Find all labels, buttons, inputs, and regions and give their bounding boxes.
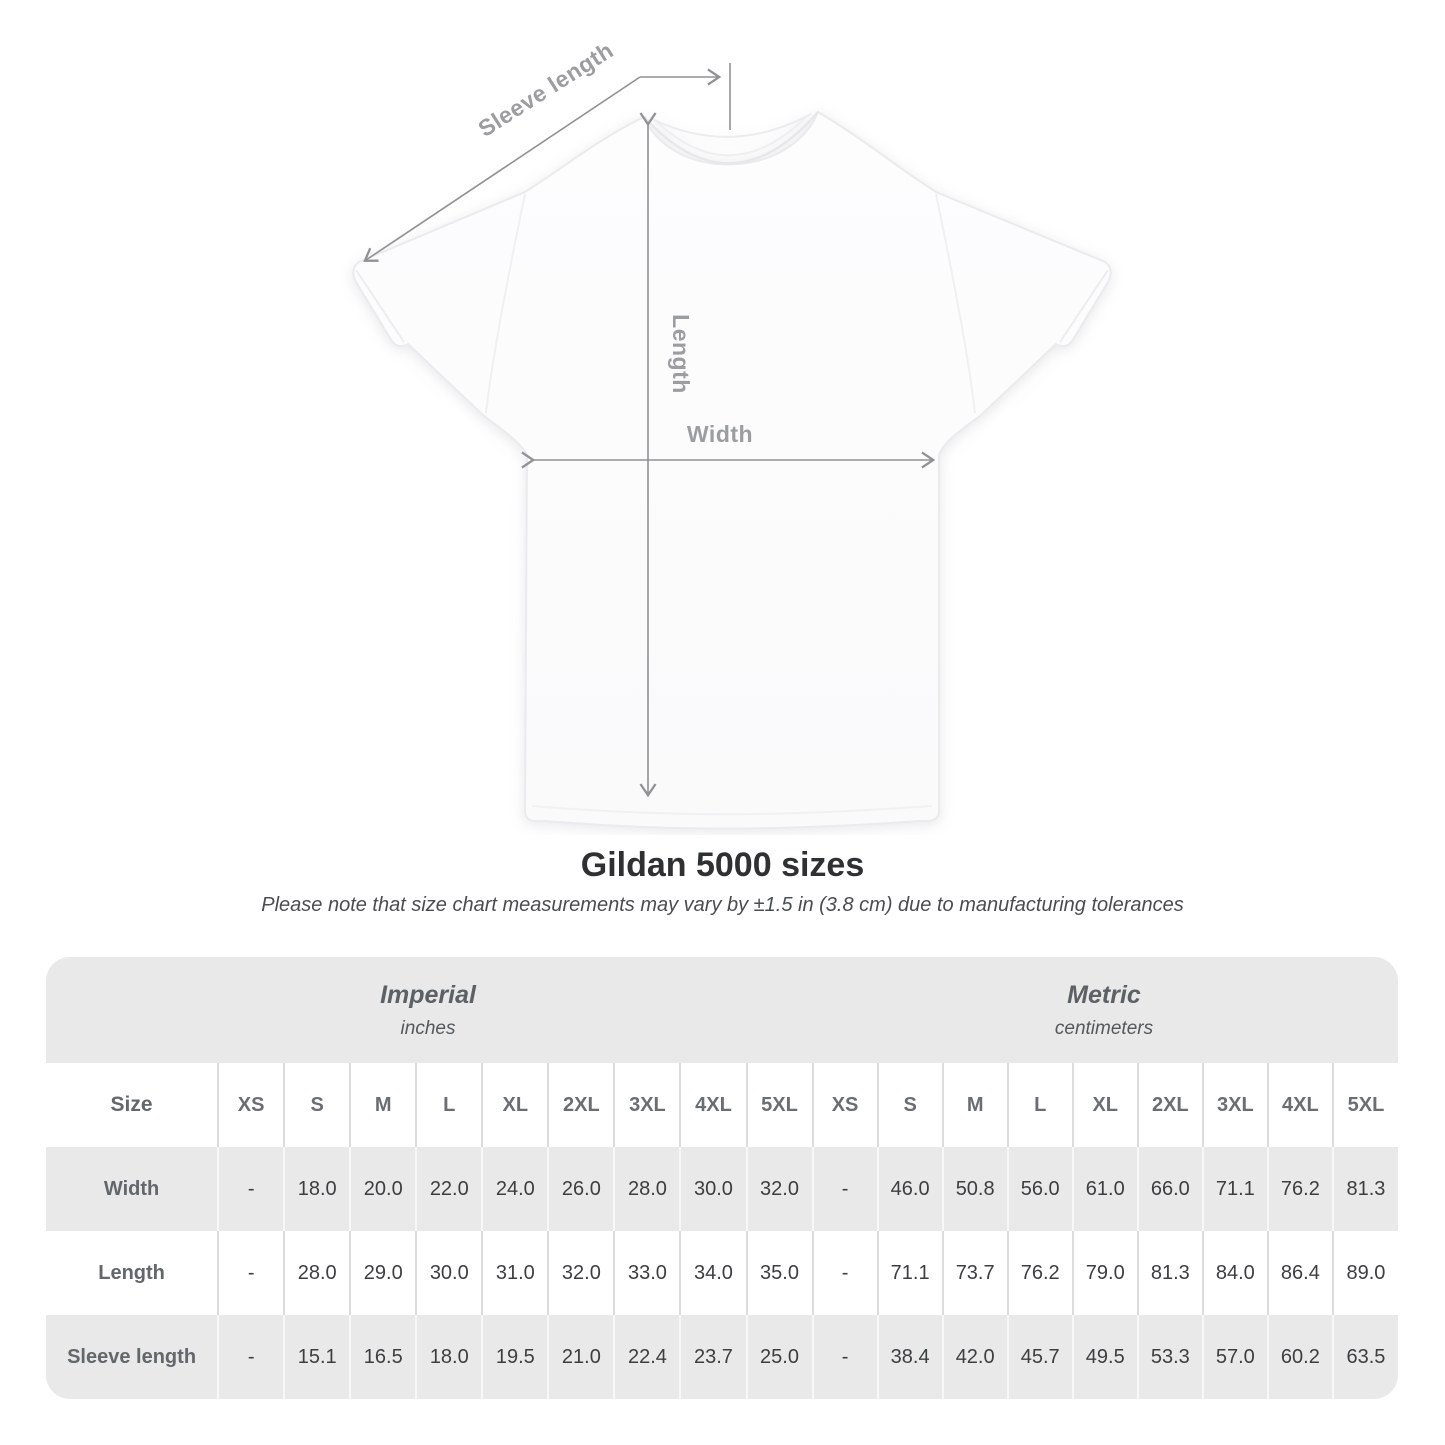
- metric-title: Metric: [1067, 980, 1141, 1009]
- sleeve-imperial-5xl: 25.0: [747, 1315, 813, 1399]
- sleeve-metric-5xl: 63.5: [1333, 1315, 1398, 1399]
- length-imperial-l: 30.0: [416, 1231, 482, 1315]
- imperial-header: [46, 957, 810, 1063]
- length-metric-xl: 79.0: [1073, 1231, 1138, 1315]
- size-header-row: [46, 1063, 1398, 1147]
- length-imperial-3xl: 33.0: [614, 1231, 680, 1315]
- width-imperial-4xl: 30.0: [680, 1147, 746, 1231]
- width-row-label: Width: [46, 1147, 218, 1231]
- imperial-unit: inches: [400, 1017, 456, 1039]
- length-imperial-s: 28.0: [284, 1231, 350, 1315]
- length-imperial-xl: 31.0: [482, 1231, 548, 1315]
- sleeve-metric-xs: -: [813, 1315, 878, 1399]
- sleeve-length-row: [46, 1315, 1398, 1399]
- length-imperial-xs: -: [218, 1231, 284, 1315]
- page-title: Gildan 5000 sizes: [580, 846, 865, 884]
- width-imperial-xl: 24.0: [482, 1147, 548, 1231]
- width-imperial-5xl: 32.0: [747, 1147, 813, 1231]
- width-imperial-l: 22.0: [416, 1147, 482, 1231]
- imperial-size-xs: XS: [218, 1063, 284, 1147]
- length-imperial-m: 29.0: [350, 1231, 416, 1315]
- metric-size-xs: XS: [813, 1063, 878, 1147]
- length-row-label: Length: [46, 1231, 218, 1315]
- width-imperial-xs: -: [218, 1147, 284, 1231]
- imperial-size-xl: XL: [482, 1063, 548, 1147]
- length-imperial-5xl: 35.0: [747, 1231, 813, 1315]
- length-metric-s: 71.1: [878, 1231, 943, 1315]
- metric-unit: centimeters: [1054, 1017, 1154, 1039]
- length-imperial-4xl: 34.0: [680, 1231, 746, 1315]
- sleeve-length-row-label: Sleeve length: [46, 1315, 218, 1399]
- length-metric-l: 76.2: [1008, 1231, 1073, 1315]
- sleeve-metric-xl: 49.5: [1073, 1315, 1138, 1399]
- length-row: [46, 1231, 1398, 1315]
- sleeve-imperial-xs: -: [218, 1315, 284, 1399]
- sleeve-imperial-s: 15.1: [284, 1315, 350, 1399]
- sleeve-imperial-2xl: 21.0: [548, 1315, 614, 1399]
- metric-size-m: M: [943, 1063, 1008, 1147]
- length-metric-5xl: 89.0: [1333, 1231, 1398, 1315]
- width-metric-xl: 61.0: [1073, 1147, 1138, 1231]
- sleeve-length-label: Sleeve length: [473, 36, 618, 142]
- tshirt-graphic: [353, 112, 1110, 829]
- metric-size-xl: XL: [1073, 1063, 1138, 1147]
- width-metric-m: 50.8: [943, 1147, 1008, 1231]
- sleeve-imperial-l: 18.0: [416, 1315, 482, 1399]
- metric-size-2xl: 2XL: [1138, 1063, 1203, 1147]
- metric-header: [810, 957, 1398, 1063]
- size-header-cell: Size: [46, 1063, 218, 1147]
- sleeve-metric-l: 45.7: [1008, 1315, 1073, 1399]
- metric-size-5xl: 5XL: [1333, 1063, 1398, 1147]
- chart-heading: [0, 846, 1445, 917]
- metric-size-4xl: 4XL: [1268, 1063, 1333, 1147]
- width-imperial-m: 20.0: [350, 1147, 416, 1231]
- imperial-size-m: M: [350, 1063, 416, 1147]
- sleeve-metric-4xl: 60.2: [1268, 1315, 1333, 1399]
- width-label: Width: [686, 421, 754, 447]
- sleeve-metric-2xl: 53.3: [1138, 1315, 1203, 1399]
- length-imperial-2xl: 32.0: [548, 1231, 614, 1315]
- unit-header-band: [46, 957, 1398, 1063]
- imperial-title: Imperial: [380, 980, 476, 1009]
- width-imperial-2xl: 26.0: [548, 1147, 614, 1231]
- length-metric-2xl: 81.3: [1138, 1231, 1203, 1315]
- width-imperial-3xl: 28.0: [614, 1147, 680, 1231]
- sleeve-imperial-xl: 19.5: [482, 1315, 548, 1399]
- length-metric-xs: -: [813, 1231, 878, 1315]
- width-metric-l: 56.0: [1008, 1147, 1073, 1231]
- width-metric-4xl: 76.2: [1268, 1147, 1333, 1231]
- sleeve-imperial-m: 16.5: [350, 1315, 416, 1399]
- imperial-size-5xl: 5XL: [747, 1063, 813, 1147]
- length-metric-m: 73.7: [943, 1231, 1008, 1315]
- sleeve-imperial-4xl: 23.7: [680, 1315, 746, 1399]
- imperial-size-s: S: [284, 1063, 350, 1147]
- metric-size-s: S: [878, 1063, 943, 1147]
- sleeve-imperial-3xl: 22.4: [614, 1315, 680, 1399]
- length-metric-3xl: 84.0: [1203, 1231, 1268, 1315]
- sleeve-metric-m: 42.0: [943, 1315, 1008, 1399]
- sleeve-metric-3xl: 57.0: [1203, 1315, 1268, 1399]
- imperial-size-4xl: 4XL: [680, 1063, 746, 1147]
- tolerance-note: Please note that size chart measurements may vary by ±1.5 in (3.8 cm) due to manufacturing tolerances: [261, 894, 1184, 916]
- imperial-size-2xl: 2XL: [548, 1063, 614, 1147]
- width-row: [46, 1147, 1398, 1231]
- width-metric-xs: -: [813, 1147, 878, 1231]
- size-table-card: [46, 957, 1398, 1399]
- sleeve-metric-s: 38.4: [878, 1315, 943, 1399]
- width-imperial-s: 18.0: [284, 1147, 350, 1231]
- length-label: Length: [668, 314, 694, 394]
- size-table: [46, 1063, 1398, 1399]
- width-metric-s: 46.0: [878, 1147, 943, 1231]
- imperial-size-l: L: [416, 1063, 482, 1147]
- width-metric-2xl: 66.0: [1138, 1147, 1203, 1231]
- imperial-size-3xl: 3XL: [614, 1063, 680, 1147]
- length-metric-4xl: 86.4: [1268, 1231, 1333, 1315]
- width-metric-5xl: 81.3: [1333, 1147, 1398, 1231]
- metric-size-3xl: 3XL: [1203, 1063, 1268, 1147]
- width-metric-3xl: 71.1: [1203, 1147, 1268, 1231]
- metric-size-l: L: [1008, 1063, 1073, 1147]
